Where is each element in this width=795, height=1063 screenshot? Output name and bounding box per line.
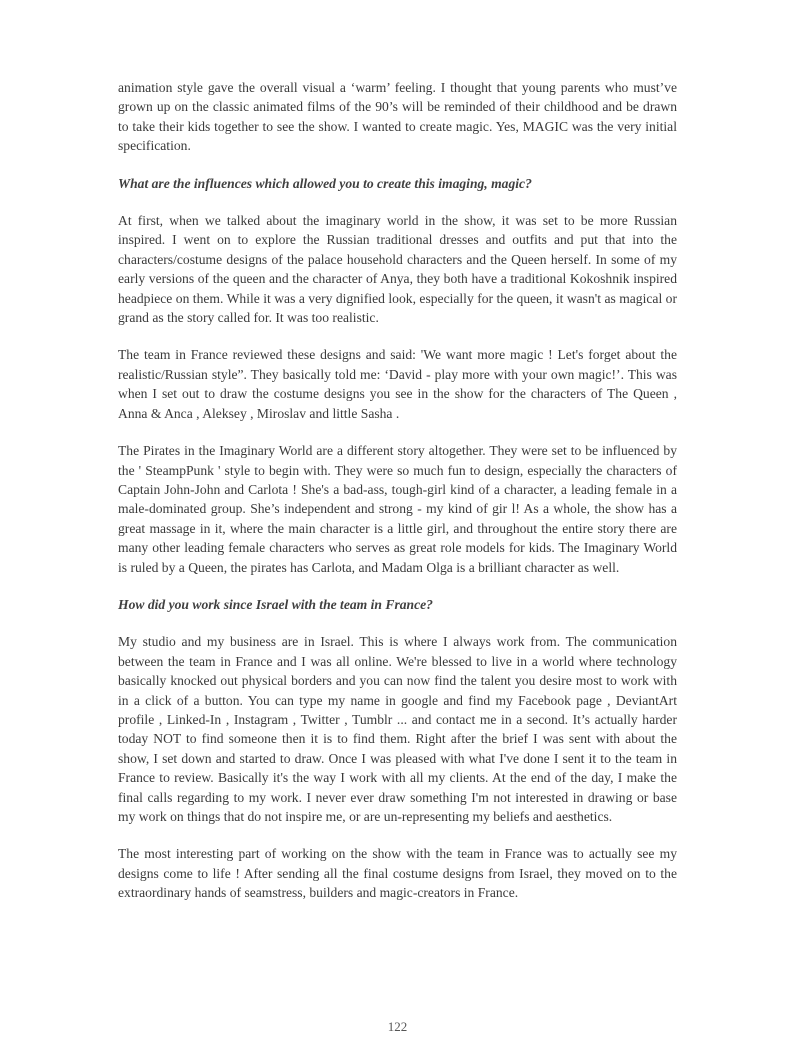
paragraph-pirates: The Pirates in the Imaginary World are a different story altogether. They were set to be influenced by the ' SteampPunk ' style to begin with. They were so much fun to design, especially the characters of Captain John-John and Carlota ! She's a bad-ass, tough-girl kind of a character, a leading female in a male-dominated group. She’s independent and strong - my kind of gir l! As a whole, the show has a great massage in it, where the main character is a little girl, and throughout the entire story there are many other leading female characters who serves as great role models for kids. The Imaginary World is ruled by a Queen, the pirates has Carlota, and Madam Olga is a brilliant character as well. xyxy=(118,443,677,575)
paragraph-team-review: The team in France reviewed these designs and said: 'We want more magic ! Let's forget about the realistic/Russian style”. They basically told me: ‘David - play more with your own magic!’. This was when I set out to draw the costume designs you see in the show for the characters of The Queen , Anna & Anca , Aleksey , Miroslav and little Sasha . xyxy=(118,347,677,421)
question-heading-israel: How did you work since Israel with the team in France? xyxy=(118,596,433,612)
paragraph-russian-inspiration: At first, when we talked about the imaginary world in the show, it was set to be more Russian inspired. I went on to explore the Russian traditional dresses and outfits and put that into the characters/costume designs of the palace household characters and the Queen herself. In some of my early versions of the queen and the character of Anya, they both have a traditional Kokoshnik inspired headpiece on them. While it was a very dignified look, especially for the queen, it wasn't as magical or grand as the story called for. It was too realistic. xyxy=(118,213,677,326)
paragraph-studio-israel: My studio and my business are in Israel. This is where I always work from. The communication between the team in France and I was all online. We're blessed to live in a world where technology basically knocked out physical borders and you can now find the talent you desire most to work with in a click of a button. You can type my name in google and find my Facebook page , DeviantArt profile , Linked-In , Instagram , Twitter , Tumblr ... and contact me in a second. It’s actually harder today NOT to find someone then it is to find them. Right after the brief I was sent with about the show, I set down and started to draw. Once I was pleased with what I've done I sent it to the team in France to review. Basically it's the way I work with all my clients. At the end of the day, I make the final calls regarding to my work. I never ever draw something I'm not interested in drawing or base my work on things that do not inspire me, or are un-representing my beliefs and aesthetics. xyxy=(118,634,677,824)
page-number: 122 xyxy=(387,1019,408,1034)
question-heading-influences: What are the influences which allowed you to create this imaging, magic? xyxy=(118,175,532,191)
paragraph-designs-life: The most interesting part of working on the show with the team in France was to actually see my designs come to life ! After sending all the final costume designs from Israel, they moved on to the extraordinary hands of seamstress, builders and magic-creators in France. xyxy=(118,846,677,901)
document-body xyxy=(118,78,677,903)
paragraph-intro: animation style gave the overall visual a ‘warm’ feeling. I thought that young parents who must’ve grown up on the classic animated films of the 90’s will be reminded of their childhood and be drawn to take their kids together to see the show. I wanted to create magic. Yes, MAGIC was the very initial specification. xyxy=(118,80,677,154)
